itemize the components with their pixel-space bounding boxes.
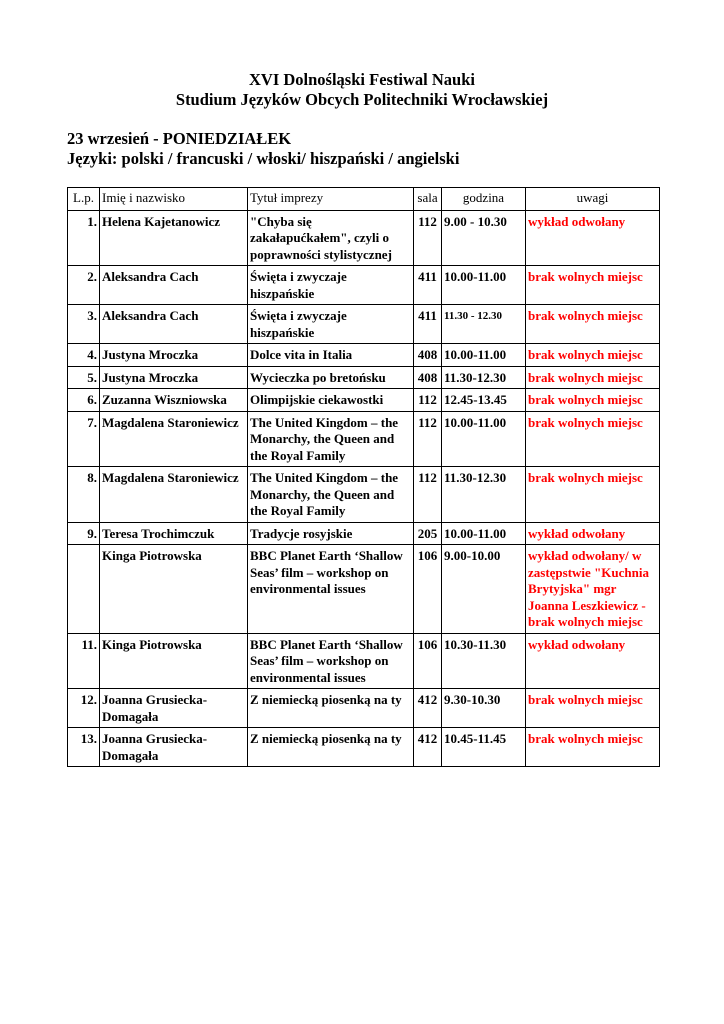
event-hour: 10.00-11.00 bbox=[442, 522, 526, 545]
column-header-notes: uwagi bbox=[526, 188, 660, 211]
table-row bbox=[68, 728, 660, 767]
room-number: 411 bbox=[414, 266, 442, 305]
event-title: Z niemiecką piosenką na ty bbox=[248, 728, 414, 767]
presenter-name: Kinga Piotrowska bbox=[100, 633, 248, 689]
event-notes: wykład odwołany bbox=[526, 210, 660, 266]
event-languages: Języki: polski / francuski / włoski/ hiszpański / angielski bbox=[67, 149, 460, 168]
event-notes: brak wolnych miejsc bbox=[526, 689, 660, 728]
event-title: Dolce vita in Italia bbox=[248, 344, 414, 367]
row-number: 2. bbox=[68, 266, 100, 305]
event-hour: 9.00 - 10.30 bbox=[442, 210, 526, 266]
table-row bbox=[68, 522, 660, 545]
room-number: 112 bbox=[414, 467, 442, 523]
presenter-name: Aleksandra Cach bbox=[100, 305, 248, 344]
table-row bbox=[68, 633, 660, 689]
row-number: 4. bbox=[68, 344, 100, 367]
row-number: 9. bbox=[68, 522, 100, 545]
column-header-room: sala bbox=[414, 188, 442, 211]
column-header-lp: L.p. bbox=[68, 188, 100, 211]
row-number: 11. bbox=[68, 633, 100, 689]
table-row bbox=[68, 411, 660, 467]
event-notes: wykład odwołany/ w zastępstwie "Kuchnia Brytyjska" mgr Joanna Leszkiewicz - brak wolnych miejsc bbox=[526, 545, 660, 634]
event-hour: 10.45-11.45 bbox=[442, 728, 526, 767]
event-hour: 11.30 - 12.30 bbox=[442, 305, 526, 344]
event-title: BBC Planet Earth ‘Shallow Seas’ film – workshop on environmental issues bbox=[248, 633, 414, 689]
event-title: Wycieczka po bretońsku bbox=[248, 366, 414, 389]
event-notes: brak wolnych miejsc bbox=[526, 389, 660, 412]
event-notes: brak wolnych miejsc bbox=[526, 305, 660, 344]
festival-title: XVI Dolnośląski Festiwal Nauki bbox=[249, 70, 475, 89]
table-row bbox=[68, 389, 660, 412]
presenter-name: Magdalena Staroniewicz bbox=[100, 411, 248, 467]
table-row bbox=[68, 305, 660, 344]
event-hour: 9.30-10.30 bbox=[442, 689, 526, 728]
presenter-name: Magdalena Staroniewicz bbox=[100, 467, 248, 523]
event-title: BBC Planet Earth ‘Shallow Seas’ film – workshop on environmental issues bbox=[248, 545, 414, 634]
event-title: Olimpijskie ciekawostki bbox=[248, 389, 414, 412]
room-number: 412 bbox=[414, 728, 442, 767]
event-title: "Chyba się zakałapućkałem", czyli o poprawności stylistycznej bbox=[248, 210, 414, 266]
room-number: 412 bbox=[414, 689, 442, 728]
presenter-name: Joanna Grusiecka-Domagała bbox=[100, 728, 248, 767]
event-title: Święta i zwyczaje hiszpańskie bbox=[248, 266, 414, 305]
presenter-name: Zuzanna Wiszniowska bbox=[100, 389, 248, 412]
column-header-title: Tytuł imprezy bbox=[248, 188, 414, 211]
column-header-hour: godzina bbox=[442, 188, 526, 211]
event-date: 23 wrzesień - PONIEDZIAŁEK bbox=[67, 129, 292, 148]
row-number: 3. bbox=[68, 305, 100, 344]
event-hour: 9.00-10.00 bbox=[442, 545, 526, 634]
event-notes: wykład odwołany bbox=[526, 522, 660, 545]
table-row bbox=[68, 689, 660, 728]
event-title: Tradycje rosyjskie bbox=[248, 522, 414, 545]
event-notes: brak wolnych miejsc bbox=[526, 266, 660, 305]
event-title: Z niemiecką piosenką na ty bbox=[248, 689, 414, 728]
room-number: 411 bbox=[414, 305, 442, 344]
room-number: 106 bbox=[414, 633, 442, 689]
event-hour: 10.00-11.00 bbox=[442, 411, 526, 467]
event-notes: brak wolnych miejsc bbox=[526, 411, 660, 467]
event-notes: brak wolnych miejsc bbox=[526, 728, 660, 767]
event-hour: 10.30-11.30 bbox=[442, 633, 526, 689]
event-hour: 11.30-12.30 bbox=[442, 467, 526, 523]
schedule-table bbox=[67, 187, 660, 767]
event-hour: 12.45-13.45 bbox=[442, 389, 526, 412]
room-number: 112 bbox=[414, 210, 442, 266]
table-row bbox=[68, 366, 660, 389]
event-notes: brak wolnych miejsc bbox=[526, 366, 660, 389]
event-title: Święta i zwyczaje hiszpańskie bbox=[248, 305, 414, 344]
row-number bbox=[68, 545, 100, 634]
room-number: 205 bbox=[414, 522, 442, 545]
room-number: 408 bbox=[414, 344, 442, 367]
row-number: 13. bbox=[68, 728, 100, 767]
event-hour: 10.00-11.00 bbox=[442, 266, 526, 305]
table-row bbox=[68, 344, 660, 367]
event-notes: brak wolnych miejsc bbox=[526, 467, 660, 523]
table-row bbox=[68, 467, 660, 523]
presenter-name: Aleksandra Cach bbox=[100, 266, 248, 305]
organizer-title: Studium Języków Obcych Politechniki Wrocławskiej bbox=[175, 90, 549, 109]
presenter-name: Justyna Mroczka bbox=[100, 366, 248, 389]
row-number: 7. bbox=[68, 411, 100, 467]
table-row bbox=[68, 266, 660, 305]
row-number: 12. bbox=[68, 689, 100, 728]
document-header bbox=[0, 70, 724, 110]
presenter-name: Helena Kajetanowicz bbox=[100, 210, 248, 266]
column-header-name: Imię i nazwisko bbox=[100, 188, 248, 211]
room-number: 408 bbox=[414, 366, 442, 389]
row-number: 5. bbox=[68, 366, 100, 389]
event-notes: brak wolnych miejsc bbox=[526, 344, 660, 367]
room-number: 106 bbox=[414, 545, 442, 634]
event-day-info bbox=[67, 129, 459, 169]
table-row bbox=[68, 545, 660, 634]
room-number: 112 bbox=[414, 411, 442, 467]
event-title: The United Kingdom – the Monarchy, the Queen and the Royal Family bbox=[248, 411, 414, 467]
table-header-row bbox=[68, 188, 660, 211]
row-number: 8. bbox=[68, 467, 100, 523]
event-title: The United Kingdom – the Monarchy, the Queen and the Royal Family bbox=[248, 467, 414, 523]
row-number: 1. bbox=[68, 210, 100, 266]
presenter-name: Joanna Grusiecka-Domagała bbox=[100, 689, 248, 728]
event-notes: wykład odwołany bbox=[526, 633, 660, 689]
presenter-name: Kinga Piotrowska bbox=[100, 545, 248, 634]
presenter-name: Teresa Trochimczuk bbox=[100, 522, 248, 545]
table-row bbox=[68, 210, 660, 266]
row-number: 6. bbox=[68, 389, 100, 412]
event-hour: 11.30-12.30 bbox=[442, 366, 526, 389]
presenter-name: Justyna Mroczka bbox=[100, 344, 248, 367]
event-hour: 10.00-11.00 bbox=[442, 344, 526, 367]
room-number: 112 bbox=[414, 389, 442, 412]
